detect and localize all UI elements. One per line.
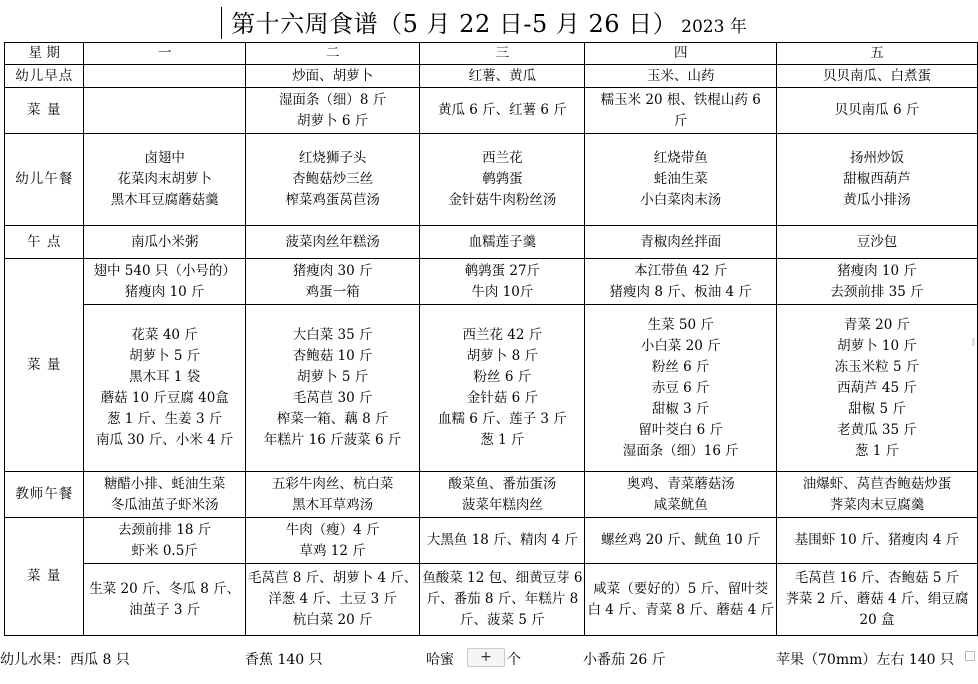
cell-line: 20 盒 <box>859 612 895 628</box>
cell-line: 粉丝 6 斤 <box>473 369 532 385</box>
cell-line: 五彩牛肉丝、杭白菜 <box>271 475 394 492</box>
cell-line: 蚝油生菜 <box>653 171 708 187</box>
text-cursor <box>221 7 222 39</box>
cell-line: 胡萝卜 5 斤 <box>129 348 201 364</box>
cell-line: 胡萝卜 5 斤 <box>297 369 369 385</box>
cell-line: 翅中 540 只（小号的） <box>93 262 236 279</box>
header-day: 二 <box>245 43 419 65</box>
cell-line: 酸菜鱼、番茄蛋汤 <box>448 475 557 492</box>
cell-line: 虾米 0.5斤 <box>131 542 198 559</box>
cell-line: 大白菜 35 斤 <box>292 327 373 343</box>
menu-cell <box>84 305 246 472</box>
cell-line: 鹌鹑蛋 27斤 <box>464 262 541 279</box>
cell-line: 豆沙包 <box>856 233 898 250</box>
menu-cell <box>245 472 419 518</box>
cell-line: 小白菜 20 斤 <box>640 337 721 354</box>
cell-line: 猪瘦肉 10 斤 <box>837 262 917 279</box>
cell-line: 冬瓜油茧子虾米汤 <box>110 496 219 513</box>
menu-cell <box>245 305 419 472</box>
menu-cell <box>776 305 977 472</box>
row-label: 菜 量 <box>5 259 84 472</box>
menu-cell <box>585 65 777 88</box>
cell-line: 荠菜 2 斤、蘑菇 4 斤、绢豆腐 <box>785 591 969 607</box>
cell-line: 贝贝南瓜、白煮蛋 <box>822 67 931 84</box>
cell-line: 扬州炒饭 <box>849 150 904 166</box>
header-day: 三 <box>420 43 585 65</box>
cell-line: 葱 1 斤、生姜 3 斤 <box>107 411 223 427</box>
menu-cell <box>776 518 977 564</box>
header-day: 四 <box>585 43 777 65</box>
menu-cell <box>585 226 777 259</box>
menu-cell <box>84 226 246 259</box>
cell-line: 青椒肉丝拌面 <box>640 233 722 250</box>
footer-item: 苹果（70mm）左右 140 只 <box>776 652 954 668</box>
cell-line: 南瓜小米粥 <box>130 233 199 250</box>
cell-line: 西兰花 42 斤 <box>462 327 543 343</box>
cell-line: 玉米、山药 <box>646 67 715 84</box>
cell-line: 菠菜年糕肉丝 <box>461 496 543 513</box>
menu-cell <box>245 226 419 259</box>
cell-line: 荠菜肉末豆腐羹 <box>829 496 925 513</box>
menu-cell <box>245 65 419 88</box>
cell-line: 油茧子 3 斤 <box>129 601 201 618</box>
cell-line: 猪瘦肉 8 斤、板油 4 斤 <box>609 283 752 300</box>
cell-line: 基围虾 10 斤、猪瘦肉 4 斤 <box>794 532 960 548</box>
menu-cell <box>776 259 977 305</box>
menu-table <box>4 42 978 636</box>
menu-cell <box>776 472 977 518</box>
cell-line: 毛莴苣 30 斤 <box>292 390 373 406</box>
cell-line: 红烧带鱼 <box>653 150 708 166</box>
cell-line: 毛莴苣 8 斤、胡萝卜 4 斤、 <box>247 570 418 586</box>
cell-line: 卤翅中 <box>144 150 185 166</box>
cell-line: 鸡蛋一箱 <box>305 283 360 300</box>
cell-line: 草鸡 12 斤 <box>299 542 366 559</box>
cell-line: 红烧狮子头 <box>298 150 367 166</box>
cell-line: 南瓜 30 斤、小米 4 斤 <box>95 432 234 448</box>
cell-line: 炒面、胡萝卜 <box>292 67 374 84</box>
cell-line: 金针菇牛肉粉丝汤 <box>448 192 557 208</box>
footer-item: 个 <box>507 652 521 668</box>
cell-line: 奥鸡、青菜蘑菇汤 <box>626 475 735 492</box>
menu-cell <box>585 564 777 636</box>
menu-cell <box>245 88 419 134</box>
menu-cell <box>245 564 419 636</box>
cell-line: 胡萝卜 6 斤 <box>297 112 369 129</box>
cell-line: 黄瓜 6 斤、红薯 6 斤 <box>437 102 567 118</box>
page-title <box>0 4 978 39</box>
cell-line: 油爆虾、莴苣杏鲍菇炒蛋 <box>802 475 952 492</box>
cell-line: 老黄瓜 35 斤 <box>837 421 917 438</box>
cell-line: 金针菇 6 斤 <box>466 390 538 406</box>
cell-line: 冻玉米粒 5 斤 <box>834 358 920 375</box>
cell-line: 小白菜肉末汤 <box>640 192 722 208</box>
cell-line: 白 4 斤、青菜 8 斤、蘑菇 4 斤 <box>587 601 774 618</box>
cell-line: 洋葱 4 斤、土豆 3 斤 <box>268 591 398 607</box>
cell-line: 毛莴苣 16 斤、杏鲍菇 5 斤 <box>794 570 960 586</box>
menu-cell <box>776 226 977 259</box>
cell-line: 青菜 20 斤 <box>843 316 911 333</box>
cell-line: 糖醋小排、蚝油生菜 <box>103 475 226 492</box>
cell-line: 咸菜鱿鱼 <box>653 496 708 513</box>
menu-cell <box>245 518 419 564</box>
menu-cell <box>420 472 585 518</box>
menu-cell <box>84 259 246 305</box>
menu-cell <box>420 518 585 564</box>
cell-line: 咸菜（要好的）5 斤、留叶茭 <box>593 580 769 597</box>
cell-line: 本江带鱼 42 斤 <box>634 262 728 279</box>
cell-line: 甜椒西葫芦 <box>843 171 911 187</box>
footer-item: 香蕉 140 只 <box>245 652 323 668</box>
header-week-label: 星 期 <box>5 43 84 65</box>
cell-line: 血糯莲子羹 <box>468 233 537 250</box>
cell-line: 斤 <box>673 112 688 129</box>
menu-cell <box>420 134 585 226</box>
row-label: 午 点 <box>5 226 84 259</box>
cell-line: 菠菜肉丝年糕汤 <box>285 233 380 250</box>
menu-cell <box>245 134 419 226</box>
cell-line: 胡萝卜 10 斤 <box>837 337 917 354</box>
cell-line: 花菜肉末胡萝卜 <box>117 171 212 187</box>
cell-line: 猪瘦肉 10 斤 <box>124 283 205 300</box>
menu-cell <box>420 564 585 636</box>
menu-cell <box>585 88 777 134</box>
header-day: 一 <box>84 43 246 65</box>
cell-line: 生菜 50 斤 <box>647 316 714 333</box>
row-label: 幼儿午餐 <box>5 134 84 226</box>
cell-line: 牛肉 10斤 <box>471 283 534 300</box>
cell-line: 生菜 20 斤、冬瓜 8 斤、 <box>89 580 241 597</box>
row-label: 菜 量 <box>5 88 84 134</box>
cell-line: 糯玉米 20 根、铁棍山药 6 <box>600 91 761 108</box>
menu-cell <box>420 226 585 259</box>
menu-cell <box>585 305 777 472</box>
menu-cell <box>84 518 246 564</box>
cell-line: 湿面条（细）16 斤 <box>622 442 739 459</box>
menu-cell <box>420 259 585 305</box>
menu-cell <box>420 305 585 472</box>
title-year: 2023 年 <box>681 17 747 37</box>
resize-handle[interactable] <box>965 651 975 661</box>
cell-line: 去颈前排 18 斤 <box>118 521 212 538</box>
footer-item: 小番茄 26 斤 <box>583 652 666 668</box>
table-move-handle[interactable] <box>972 338 975 346</box>
row-label: 菜 量 <box>5 518 84 636</box>
footer-item: 哈蜜 <box>426 652 454 668</box>
menu-cell <box>776 134 977 226</box>
cell-line: 黄瓜小排汤 <box>843 192 911 208</box>
cell-line: 粉丝 6 斤 <box>651 358 710 375</box>
menu-cell <box>84 134 246 226</box>
cell-line: 贝贝南瓜 6 斤 <box>834 102 920 118</box>
menu-cell <box>585 518 777 564</box>
cell-line: 杏鲍菇炒三丝 <box>292 171 374 187</box>
cell-line: 葱 1 斤 <box>854 442 900 459</box>
cell-line: 榨菜鸡蛋莴苣汤 <box>285 192 380 208</box>
cell-line: 留叶茭白 6 斤 <box>638 421 724 438</box>
cell-line: 西兰花 <box>482 150 523 166</box>
cell-line: 黑木耳 1 袋 <box>129 369 201 385</box>
cell-line: 赤豆 6 斤 <box>651 379 710 396</box>
cell-line: 年糕片 16 斤菠菜 6 斤 <box>263 432 402 448</box>
menu-cell <box>84 65 246 88</box>
menu-cell <box>420 65 585 88</box>
menu-cell <box>776 88 977 134</box>
menu-cell <box>585 259 777 305</box>
menu-cell <box>585 472 777 518</box>
cell-line: 胡萝卜 8 斤 <box>466 348 538 364</box>
menu-cell <box>84 564 246 636</box>
header-day: 五 <box>776 43 977 65</box>
cell-line: 猪瘦肉 30 斤 <box>292 262 373 279</box>
menu-cell <box>776 564 977 636</box>
menu-cell <box>84 472 246 518</box>
menu-cell <box>585 134 777 226</box>
row-label: 教师午餐 <box>5 472 84 518</box>
cell-line: 甜椒 3 斤 <box>651 400 710 417</box>
title-main: 第十六周食谱（5 月 22 日-5 月 26 日） <box>231 10 678 38</box>
cell-line: 牛肉（瘦）4 斤 <box>285 521 380 538</box>
menu-cell <box>84 88 246 134</box>
cell-line: 杏鲍菇 10 斤 <box>292 348 373 364</box>
cell-line: 鱼酸菜 12 包、细黄豆芽 6 <box>422 570 583 586</box>
footer-item: 幼儿水果：西瓜 8 只 <box>0 652 130 668</box>
cell-line: 黑木耳草鸡汤 <box>292 496 374 513</box>
menu-cell <box>776 65 977 88</box>
cell-line: 去颈前排 35 斤 <box>830 283 924 300</box>
menu-cell <box>420 88 585 134</box>
cell-line: 甜椒 5 斤 <box>848 400 906 417</box>
add-row-button[interactable]: + <box>467 648 505 667</box>
cell-line: 花菜 40 斤 <box>131 327 198 343</box>
menu-cell <box>245 259 419 305</box>
cell-line: 黑木耳豆腐蘑菇羹 <box>110 192 219 208</box>
cell-line: 螺丝鸡 20 斤、鱿鱼 10 斤 <box>600 532 761 548</box>
cell-line: 血糯 6 斤、莲子 3 斤 <box>437 411 567 427</box>
cell-line: 湿面条（细）8 斤 <box>278 91 387 108</box>
cell-line: 西葫芦 45 斤 <box>837 379 917 396</box>
cell-line: 蘑菇 10 斤豆腐 40盒 <box>100 390 229 406</box>
cell-line: 榨菜一箱、藕 8 斤 <box>276 411 389 427</box>
cell-line: 大黑鱼 18 斤、精肉 4 斤 <box>426 532 578 548</box>
cell-line: 葱 1 斤 <box>480 432 525 448</box>
cell-line: 鹌鹑蛋 <box>482 171 523 187</box>
cell-line: 斤、菠菜 5 斤 <box>460 612 545 628</box>
row-label: 幼儿早点 <box>5 65 84 88</box>
cell-line: 红薯、黄瓜 <box>468 67 537 84</box>
cell-line: 杭白菜 20 斤 <box>292 612 373 628</box>
cell-line: 斤、番茄 8 斤、年糕片 8 <box>426 591 579 607</box>
